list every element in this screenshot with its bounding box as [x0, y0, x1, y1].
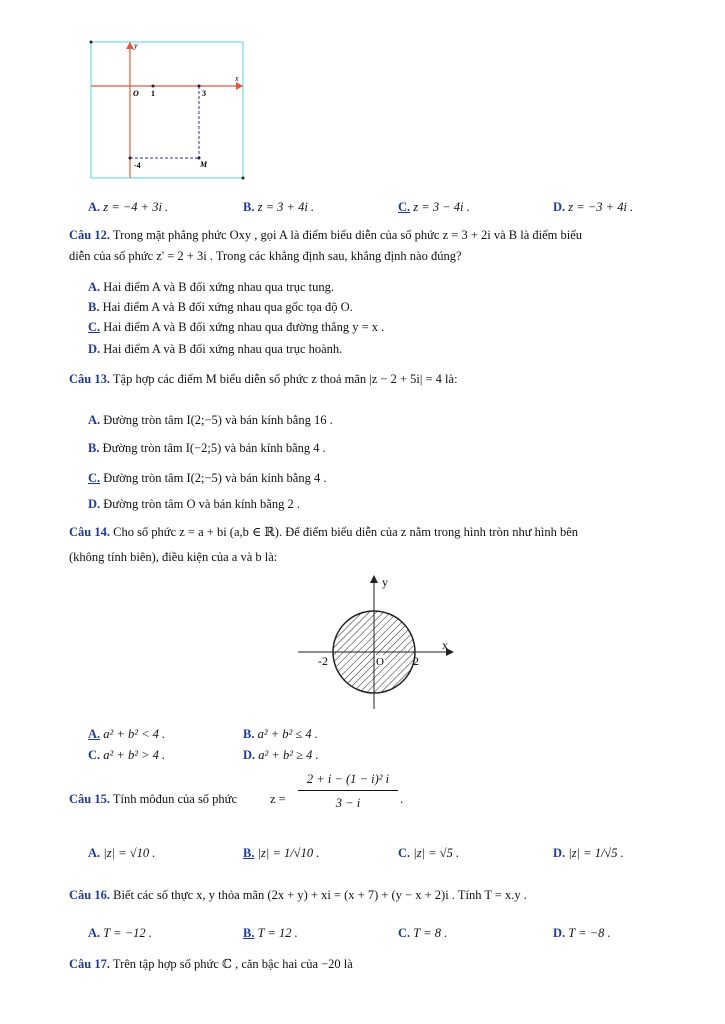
q15-option-a[interactable]: A. |z| = √10 .	[88, 846, 156, 860]
q12-option-b[interactable]: B. Hai điểm A và B đối xứng nhau qua gốc tọa độ O.	[88, 300, 353, 314]
q12-option-c[interactable]: C. Hai điểm A và B đối xứng nhau qua đường thẳng y = x .	[88, 320, 385, 334]
q16-option-d[interactable]: D. T = −8 .	[553, 926, 611, 940]
q14-stem-line2: (không tính biên), điều kiện của a và b là:	[69, 550, 278, 564]
q13-stem: Câu 13. Tập hợp các điểm M biểu diễn số phức z thoả mãn |z − 2 + 5i| = 4 là:	[69, 372, 458, 386]
q15-z: z =	[270, 792, 286, 806]
fig2-origin: O	[376, 656, 384, 668]
fig1-tick-neg4: -4	[134, 161, 141, 170]
fig2-y-label: y	[382, 575, 388, 589]
q16-option-c[interactable]: C. T = 8 .	[398, 926, 448, 940]
q15-option-c[interactable]: C. |z| = √5 .	[398, 846, 460, 860]
fig1-origin: O	[133, 89, 139, 98]
q13-option-b[interactable]: B. Đường tròn tâm I(−2;5) và bán kính bằng 4 .	[88, 441, 326, 455]
q15-fraction-bar	[298, 790, 398, 791]
q15-option-d[interactable]: D. |z| = 1/√5 .	[553, 846, 624, 860]
fig2-x-label: x	[442, 638, 448, 652]
q12-stem-line1: Câu 12. Trong mặt phẳng phức Oxy , gọi A là điểm biểu diễn của số phức z = 3 + 2i và B là điểm biểu	[69, 228, 583, 242]
q15-option-b[interactable]: B. |z| = 1/√10 .	[243, 846, 320, 860]
figure-point-m	[86, 36, 252, 184]
q13-option-a[interactable]: A. Đường tròn tâm I(2;−5) và bán kính bằng 16 .	[88, 413, 333, 427]
q15-stem: Câu 15. Tính môđun của số phức	[69, 792, 238, 806]
q11-option-d[interactable]: D. z = −3 + 4i .	[553, 200, 634, 214]
q16-option-a[interactable]: A. T = −12 .	[88, 926, 152, 940]
q15-numerator: 2 + i − (1 − i)² i	[306, 772, 390, 786]
q15-denominator: 3 − i	[335, 796, 361, 810]
q14-stem-line1: Câu 14. Cho số phức z = a + bi (a,b ∈ ℝ). Để điểm biểu diễn của z nằm trong hình tròn như hình bên	[69, 525, 579, 539]
q11-option-a[interactable]: A. z = −4 + 3i .	[88, 200, 169, 214]
fig1-tick-1: 1	[151, 89, 155, 98]
fig2-tick-2: 2	[413, 654, 419, 668]
q12-option-a[interactable]: A. Hai điểm A và B đối xứng nhau qua trục tung.	[88, 280, 334, 294]
figure-disk	[296, 572, 456, 712]
q11-option-c[interactable]: C. z = 3 − 4i .	[398, 200, 470, 214]
fig1-tick-3: 3	[202, 89, 206, 98]
q13-option-c[interactable]: C. Đường tròn tâm I(2;−5) và bán kính bằng 4 .	[88, 471, 327, 485]
q14-option-c[interactable]: C. a² + b² > 4 .	[88, 748, 166, 762]
q16-option-b[interactable]: B. T = 12 .	[243, 926, 298, 940]
q14-option-b[interactable]: B. a² + b² ≤ 4 .	[243, 727, 318, 741]
q14-option-d[interactable]: D. a² + b² ≥ 4 .	[243, 748, 319, 762]
fig1-x-label: x	[235, 74, 239, 83]
q13-option-d[interactable]: D. Đường tròn tâm O và bán kính bằng 2 .	[88, 497, 300, 511]
q12-option-d[interactable]: D. Hai điểm A và B đối xứng nhau qua trục hoành.	[88, 342, 343, 356]
fig1-point-m: M	[200, 160, 208, 169]
fig2-tick-neg2: -2	[318, 654, 328, 668]
q14-option-a[interactable]: A. a² + b² < 4 .	[88, 727, 166, 741]
q12-stem-line2: diễn của số phức z' = 2 + 3i . Trong các khẳng định sau, khẳng định nào đúng?	[69, 249, 462, 263]
fig1-y-label: y	[134, 41, 138, 50]
q11-option-b[interactable]: B. z = 3 + 4i .	[243, 200, 315, 214]
q16-stem: Câu 16. Biết các số thực x, y thỏa mãn (2x + y) + xi = (x + 7) + (y − x + 2)i . Tính T = x.y .	[69, 888, 527, 902]
q17-stem: Câu 17. Trên tập hợp số phức ℂ , căn bậc hai của −20 là	[69, 957, 353, 971]
